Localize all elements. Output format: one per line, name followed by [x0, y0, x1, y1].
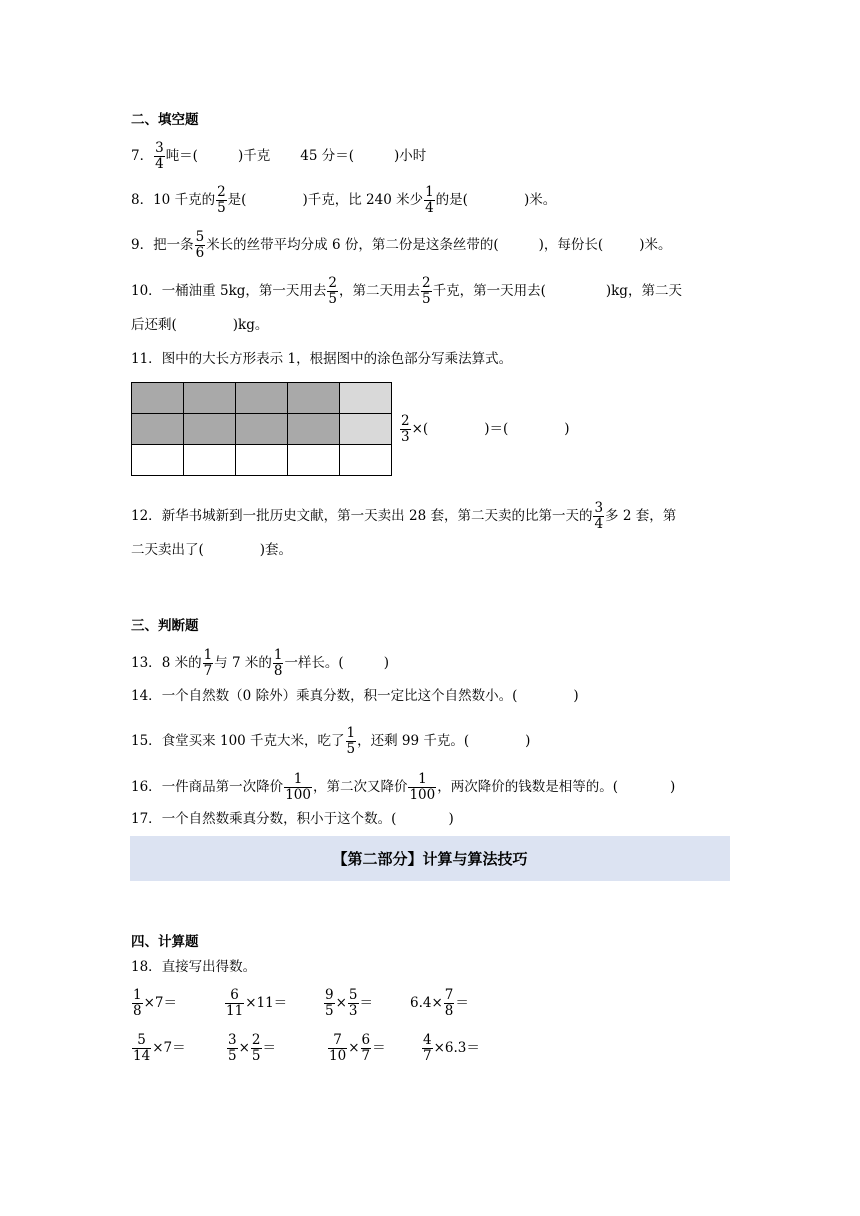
denominator: 10: [329, 1048, 347, 1064]
text: 多 2 套，第: [605, 508, 677, 524]
denominator: 8: [444, 1003, 454, 1019]
grid-cell-shaded: [236, 383, 288, 414]
denominator: 8: [133, 1003, 142, 1019]
numerator: 1: [284, 772, 312, 788]
numerator: 1: [425, 184, 434, 200]
text: ×: [335, 995, 347, 1011]
fraction: [424, 185, 435, 216]
text: 千克，第一天用去(: [432, 283, 546, 299]
question-11-equation: [399, 414, 570, 445]
calc-expression[interactable]: [131, 1033, 186, 1064]
numerator: 7: [328, 1033, 347, 1049]
text: ，第二次又降价: [312, 779, 408, 795]
text: ): [383, 655, 389, 671]
numerator: 5: [132, 1033, 151, 1049]
fraction: [422, 1033, 433, 1064]
question-9: [131, 230, 671, 261]
question-18: [131, 958, 256, 976]
denominator: 5: [346, 741, 356, 757]
calc-expression[interactable]: [226, 1033, 276, 1064]
text: 是(: [227, 192, 247, 208]
grid-cell-shaded: [236, 414, 288, 445]
numerator: 1: [133, 987, 142, 1003]
text: 米长的丝带平均分成 6 份，第二份是这条丝带的(: [206, 237, 499, 253]
text: 与 7 米的: [214, 655, 272, 671]
fraction: [328, 1033, 347, 1064]
numerator: 1: [408, 772, 436, 788]
text: ×6.3＝: [433, 1040, 480, 1056]
fraction: [327, 276, 338, 307]
text: ，两次降价的钱数是相等的。(: [437, 779, 619, 795]
fraction: [324, 988, 335, 1019]
text: ×: [348, 1040, 360, 1056]
text: ): [564, 421, 570, 437]
denominator: 5: [251, 1048, 261, 1064]
numerator: 3: [155, 140, 164, 156]
fraction: [444, 988, 455, 1019]
denominator: 5: [217, 200, 226, 216]
text: ): [525, 733, 531, 749]
text: ×11＝: [245, 995, 288, 1011]
text: 45 分＝(: [300, 148, 354, 164]
text: ×7＝: [143, 995, 177, 1011]
text: ): [448, 811, 454, 827]
fraction: [227, 1033, 238, 1064]
question-7: [131, 141, 426, 172]
fraction: [154, 141, 165, 172]
denominator: 100: [285, 787, 311, 803]
denominator: 3: [348, 1003, 358, 1019]
question-11: [131, 350, 512, 368]
numerator: 6: [225, 988, 244, 1004]
part-two-banner: [130, 836, 730, 881]
question-16: [131, 772, 675, 803]
numerator: 1: [346, 725, 356, 741]
denominator: 7: [203, 663, 213, 679]
question-number: 16．: [131, 779, 162, 795]
fraction: [408, 772, 436, 803]
question-10-continued: [131, 316, 268, 334]
text: )千克: [237, 148, 271, 164]
text: 把一条: [153, 237, 194, 253]
question-number: 17．: [131, 811, 162, 827]
calc-expression[interactable]: [323, 988, 373, 1019]
text: 直接写出得数。: [161, 959, 257, 975]
text: ×: [238, 1040, 250, 1056]
question-12: [131, 501, 676, 532]
question-10: [131, 276, 682, 307]
question-17: [131, 810, 454, 828]
fraction: [251, 1033, 262, 1064]
numerator: 2: [401, 413, 410, 429]
denominator: 3: [401, 429, 410, 445]
denominator: 5: [325, 1003, 334, 1019]
grid-cell-shaded: [132, 414, 184, 445]
fraction: [346, 726, 357, 757]
text: ×7＝: [152, 1040, 186, 1056]
fraction: [593, 501, 604, 532]
grid-cell-empty: [184, 445, 236, 476]
denominator: 6: [195, 245, 205, 261]
grid-cell-light: [340, 414, 392, 445]
grid-cell-empty: [340, 445, 392, 476]
grid-cell-empty: [132, 445, 184, 476]
numerator: 5: [195, 229, 205, 245]
text: 的是(: [435, 192, 468, 208]
grid-cell-shaded: [288, 383, 340, 414]
text: 吨＝(: [165, 148, 198, 164]
denominator: 5: [228, 1048, 237, 1064]
shaded-rectangle-diagram: [131, 382, 392, 476]
fraction: [348, 988, 359, 1019]
question-number: 10．: [131, 283, 162, 299]
question-number: 11．: [131, 351, 162, 367]
question-number: 13．: [131, 655, 162, 671]
text: 8 米的: [161, 655, 202, 671]
denominator: 4: [425, 200, 434, 216]
grid-cell-shaded: [288, 414, 340, 445]
fraction: [216, 185, 227, 216]
numerator: 3: [228, 1032, 237, 1048]
denominator: 5: [421, 291, 431, 307]
question-number: 9．: [131, 237, 154, 253]
fraction: [273, 648, 284, 679]
question-number: 12．: [131, 508, 162, 524]
calc-expression[interactable]: [421, 1033, 480, 1064]
question-14: [131, 687, 579, 705]
numerator: 4: [423, 1032, 432, 1048]
numerator: 2: [421, 275, 431, 291]
text: )千克，比 240 米少: [302, 192, 424, 208]
text: 新华书城新到一批历史文献，第一天卖出 28 套，第二天卖的比第一天的: [161, 508, 593, 524]
fraction: [225, 988, 244, 1019]
text: ): [670, 779, 676, 795]
denominator: 100: [409, 787, 436, 803]
text: 二天卖出了(: [131, 542, 204, 558]
numerator: 1: [203, 647, 213, 663]
text: ): [573, 688, 579, 704]
denominator: 5: [328, 291, 337, 307]
text: ，还剩 99 千克。(: [357, 733, 470, 749]
text: 10 千克的: [153, 192, 216, 208]
question-number: 7．: [131, 148, 154, 164]
fraction: [132, 1033, 151, 1064]
grid-cell-light: [340, 383, 392, 414]
text: )米。: [639, 237, 672, 253]
question-8: [131, 185, 556, 216]
text: )，每份长(: [538, 237, 604, 253]
grid-cell-empty: [288, 445, 340, 476]
calc-expression[interactable]: [131, 988, 177, 1019]
grid-cell-empty: [236, 445, 288, 476]
text: 食堂买来 100 千克大米，吃了: [161, 733, 345, 749]
text: ×(: [411, 421, 429, 437]
numerator: 5: [348, 987, 358, 1003]
text: 后还剩(: [131, 317, 177, 333]
text: 一样长。(: [284, 655, 344, 671]
question-number: 14．: [131, 688, 162, 704]
grid-cell-shaded: [184, 383, 236, 414]
section-title-calculation: 四、计算题: [131, 934, 199, 950]
calc-expression[interactable]: [327, 1033, 386, 1064]
text: ＝: [455, 995, 469, 1011]
text: )＝(: [484, 421, 509, 437]
numerator: 3: [594, 500, 604, 516]
text: ，第二天用去: [338, 283, 420, 299]
numerator: 2: [217, 184, 226, 200]
numerator: 9: [325, 987, 334, 1003]
grid-cell-shaded: [184, 414, 236, 445]
fraction: [203, 648, 214, 679]
denominator: 8: [273, 663, 283, 679]
question-number: 18．: [131, 959, 162, 975]
denominator: 7: [361, 1048, 371, 1064]
text: ＝: [359, 995, 373, 1011]
text: 一个自然数（0 除外）乘真分数，积一定比这个自然数小。(: [161, 688, 518, 704]
denominator: 14: [133, 1048, 151, 1064]
numerator: 2: [251, 1032, 261, 1048]
calc-expression[interactable]: [224, 988, 287, 1019]
denominator: 7: [423, 1048, 432, 1064]
section-title-true-false: 三、判断题: [131, 618, 199, 634]
grid-cell-shaded: [132, 383, 184, 414]
text: 一桶油重 5kg，第一天用去: [161, 283, 327, 299]
fraction: [421, 276, 432, 307]
fraction: [400, 414, 411, 445]
text: 6.4×: [410, 995, 443, 1011]
numerator: 1: [273, 647, 283, 663]
text: )kg，第二天: [605, 283, 682, 299]
section-title-fill-blank: 二、填空题: [131, 112, 199, 128]
text: )kg。: [232, 317, 269, 333]
text: 一件商品第一次降价: [161, 779, 284, 795]
denominator: 4: [155, 156, 164, 172]
question-number: 15．: [131, 733, 162, 749]
text: 图中的大长方形表示 1，根据图中的涂色部分写乘法算式。: [161, 351, 513, 367]
question-number: 8．: [131, 192, 154, 208]
question-13: [131, 648, 389, 679]
banner-title: 【第二部分】计算与算法技巧: [332, 850, 528, 868]
numerator: 2: [328, 275, 337, 291]
fraction: [361, 1033, 372, 1064]
fraction: [195, 230, 206, 261]
text: )米。: [523, 192, 557, 208]
denominator: 11: [226, 1003, 244, 1019]
text: )小时: [394, 148, 427, 164]
text: ＝: [372, 1040, 386, 1056]
denominator: 4: [594, 516, 604, 532]
numerator: 7: [444, 987, 454, 1003]
fraction: [284, 772, 312, 803]
fraction: [132, 988, 143, 1019]
question-12-continued: [131, 541, 292, 559]
question-15: [131, 726, 530, 757]
text: )套。: [259, 542, 293, 558]
text: ＝: [262, 1040, 276, 1056]
numerator: 6: [361, 1032, 371, 1048]
text: 一个自然数乘真分数，积小于这个数。(: [161, 811, 397, 827]
calc-expression[interactable]: [410, 988, 469, 1019]
